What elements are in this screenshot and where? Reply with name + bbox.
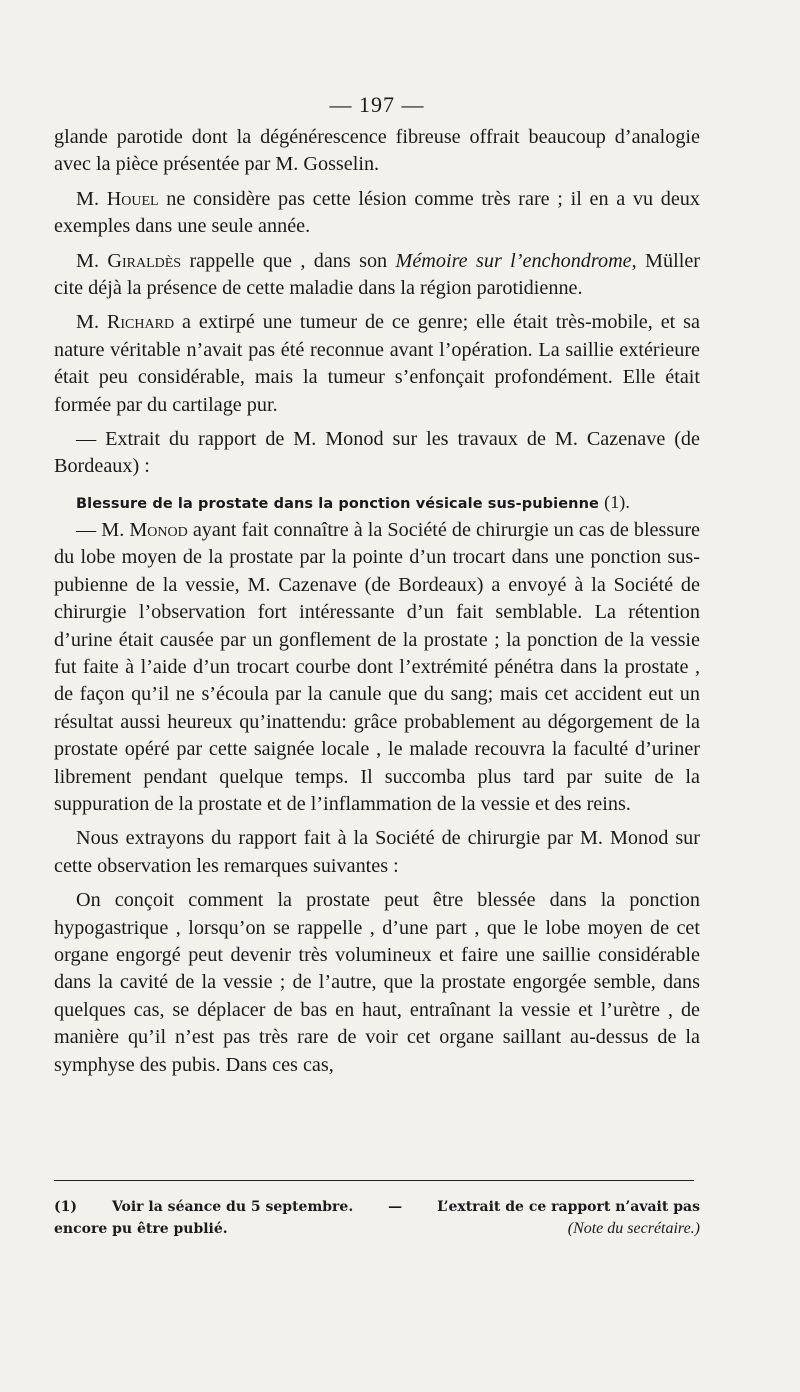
speaker-name-richard: Richard xyxy=(106,311,175,334)
speaker-name-houel: Houel xyxy=(106,187,159,210)
paragraph-2 xyxy=(54,186,700,241)
paragraph-5: — Extrait du rapport de M. Monod sur les travaux de M. Cazenave (de Bordeaux) : xyxy=(54,428,700,478)
body-text xyxy=(54,124,700,1079)
paragraph-8: On conçoit comment la prostate peut être blessée dans la ponction hypogastrique , lorsqu’on se rappelle , d’une part , que le lobe moyen de cet organe engorgé peut devenir très volumineux et faire une saillie considérable dans la cavité de la vessie ; de l’autre, que la prostate engorgée semble, dans quelques cas, se déplacer de bas en haut, entraînant la vessie et l’urètre , de manière qu’il n’est pas très rare de voir cet organe saillant au-dessus de la symphyse des pubis. Dans ces cas, xyxy=(54,889,700,1076)
speaker-name-giraldes: Giraldès xyxy=(107,249,182,272)
footnote-reference: (1). xyxy=(604,491,630,512)
footnote-line-1 xyxy=(54,1196,700,1218)
work-title: Mémoire sur l’enchondrome xyxy=(395,249,632,272)
section-subheading xyxy=(54,489,700,517)
footnote-text-b: L’extrait de ce rapport n’avait pas xyxy=(437,1199,700,1215)
footnote-text-c: encore pu être publié. xyxy=(54,1221,228,1237)
footnote-note: (Note du secrétaire.) xyxy=(567,1220,700,1237)
footnote-text-a: Voir la séance du 5 septembre. xyxy=(111,1199,354,1215)
paragraph-6-prefix: — M. xyxy=(76,518,130,541)
paragraph-4-text: a extirpé une tumeur de ce genre; elle était très-mobile, et sa nature véritable n’avait pas été reconnue avant l’opération. La saillie extérieure était peu considérable, mais la tumeur s’enfonçait profondément. Elle était formée par du cartilage pur. xyxy=(54,311,701,416)
document-page xyxy=(54,90,700,1350)
paragraph-1: glande parotide dont la dégénérescence fibreuse offrait beaucoup d’analogie avec la pièce présentée par M. Gosselin. xyxy=(54,126,700,176)
paragraph-4 xyxy=(54,309,700,419)
paragraph-2-text: ne considère pas cette lésion comme très rare ; il en a vu deux exemples dans une seule année. xyxy=(54,187,700,238)
paragraph-2-prefix: M. xyxy=(76,187,107,210)
paragraph-6 xyxy=(54,517,700,818)
speaker-name-monod: Monod xyxy=(129,518,188,541)
footnote xyxy=(54,1196,700,1240)
footnote-divider xyxy=(54,1180,694,1181)
footnote-dash: — xyxy=(388,1199,403,1215)
paragraph-3-text-a: rappelle que , dans son xyxy=(181,249,396,272)
paragraph-4-prefix: M. xyxy=(76,311,107,334)
footnote-line-2 xyxy=(54,1218,700,1240)
footnote-marker: (1) xyxy=(54,1199,77,1215)
paragraph-3-prefix: M. xyxy=(76,249,108,272)
paragraph-6-text: ayant fait connaître à la Société de chirurgie un cas de blessure du lobe moyen de la prostate par la pointe d’un trocart dans une ponction sus-pubienne de la vessie, M. Cazenave (de Bordeaux) a envoyé à la Société de chirurgie l’observation fort intéressante d’un fait semblable. La rétention d’urine était causée par un gonflement de la prostate ; la ponction de la vessie fut faite à l’aide d’un trocart courbe dont l’extrémité pénétra dans la prostate , de façon qu’il ne s’écoula par la canule que du sang; mais cet accident eut un résultat aussi heureux qu’inattendu: grâce probablement au dégorgement de la prostate opéré par cette saignée locale , le malade recouvra la faculté d’uriner librement pendant quelque temps. Il succomba plus tard par suite de la suppuration de la prostate et de l’inflammation de la vessie et des reins. xyxy=(54,518,701,815)
paragraph-3 xyxy=(54,248,700,303)
paragraph-7: Nous extrayons du rapport fait à la Société de chirurgie par M. Monod sur cette observation les remarques suivantes : xyxy=(54,827,700,877)
subheading-text: Blessure de la prostate dans la ponction vésicale sus-pubienne xyxy=(76,495,599,512)
paragraph-3-text-b: , Müller cite déjà la présence de cette maladie dans la région parotidienne. xyxy=(54,249,700,300)
page-number: — 197 — xyxy=(329,92,425,117)
